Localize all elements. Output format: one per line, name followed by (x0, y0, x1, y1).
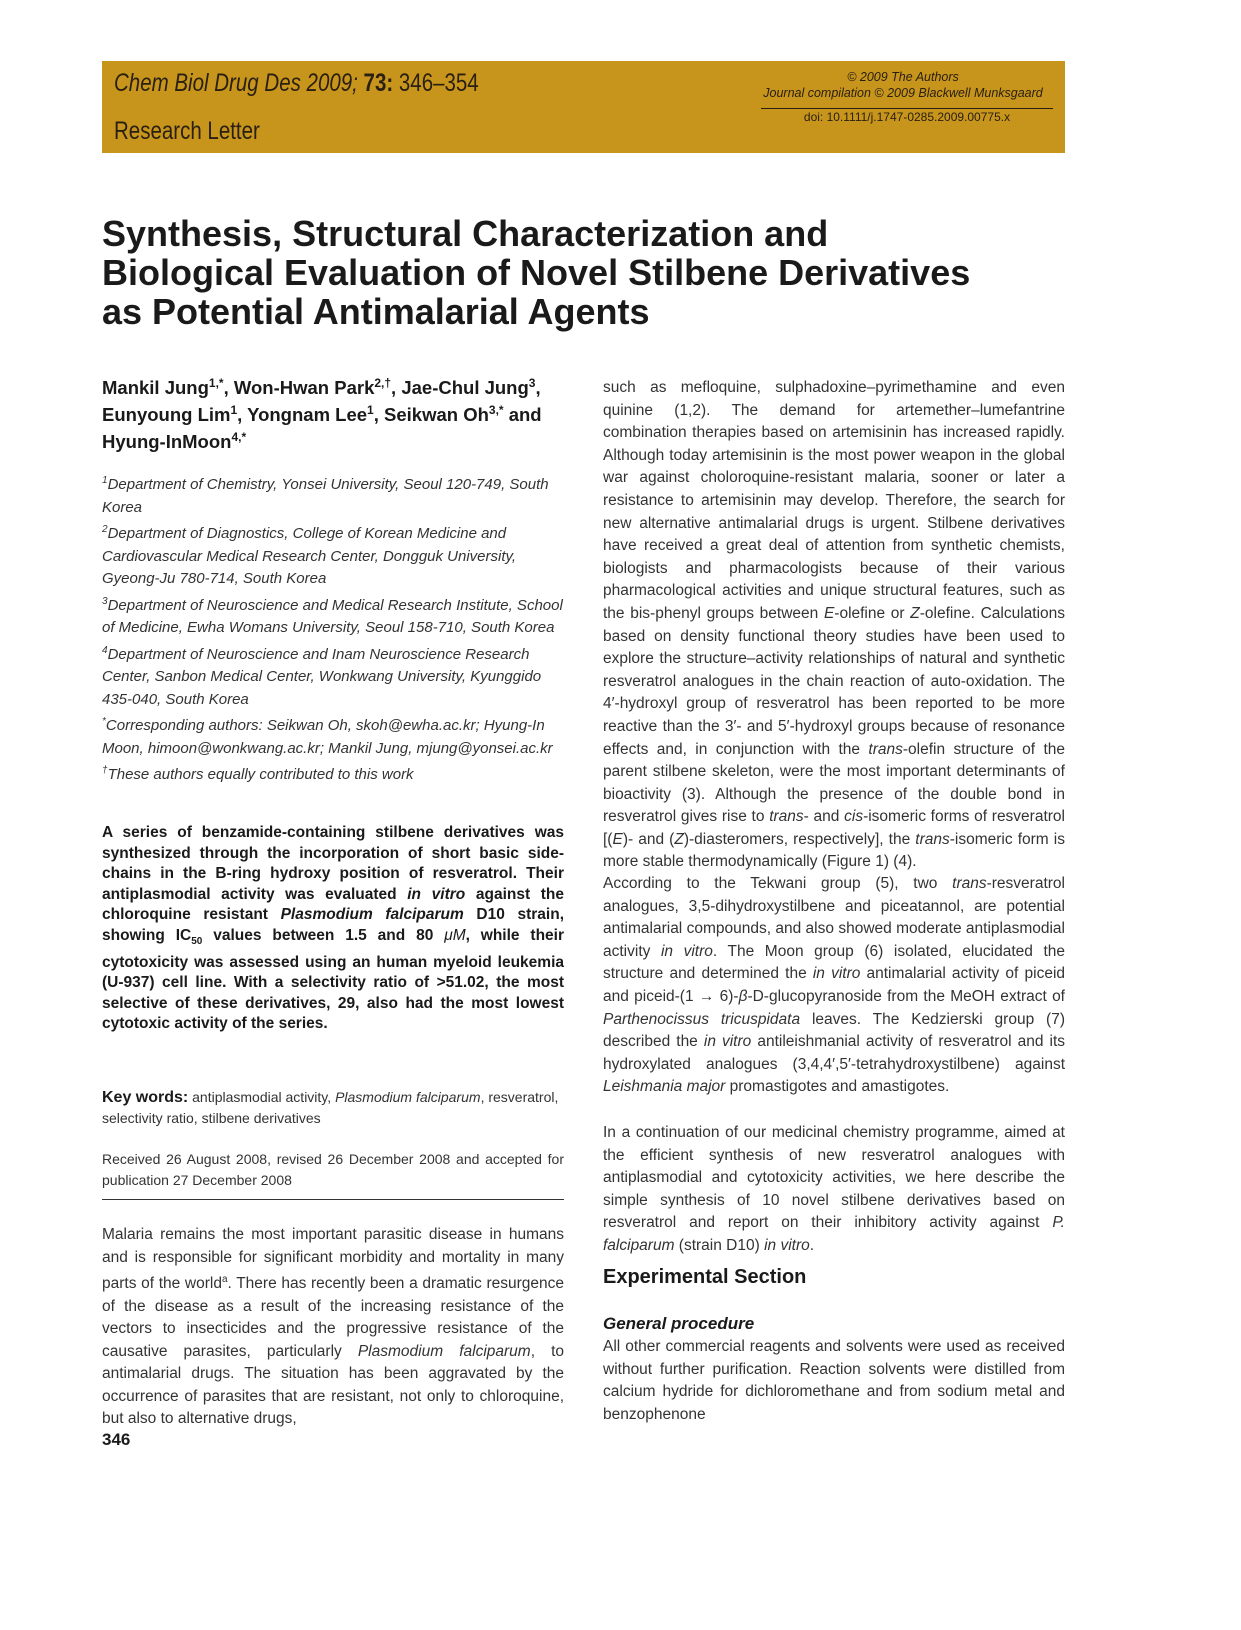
section-heading: Experimental Section (603, 1266, 807, 1288)
author-affiliation-marker: 4,* (231, 430, 247, 445)
author-affiliation-marker: 1,* (208, 376, 224, 390)
keywords: Key words: antiplasmodial activity, Plasmodium falciparum, resveratrol, selectivity ratio, stilbene derivatives (102, 1089, 559, 1126)
article-title: Synthesis, Structural Characterization and Biological Evaluation of Novel Stilbene Derivatives as Potential Antimalarial Agents (102, 213, 971, 332)
author-affiliation-marker: 3 (528, 376, 536, 390)
author-name: Eunyoung Lim (102, 404, 231, 426)
abstract: A series of benzamide-containing stilbene derivatives was synthesized through the incorporation of short basic side-chains in the B-ring hydroxy position of resveratrol. Their antiplasmodial activity was evaluated in vitro against the chloroquine resistant Plasmodium falciparum D10 strain, showing $IC_{50}$ values between 1.5 and 80 μM, while their cytotoxicity was assessed using an human myeloid leukemia (U-937) cell line. With a selectivity ratio of >51.02, the most selective of these derivatives, 29, also had the most lowest cytotoxic activity of the series. (102, 824, 565, 1033)
author-affiliation-marker: 1 (367, 403, 374, 418)
author-name: Hyung-InMoon (102, 431, 232, 453)
article-type: Research Letter (114, 117, 260, 145)
page-number: 346 (102, 1430, 131, 1449)
author-name: Won-Hwan Park (233, 377, 375, 399)
copyright-notice: © 2009 The Authors Journal compilation © 2009 Blackwell Munksgaard (763, 70, 1043, 100)
author-name: Seikwan Oh (384, 404, 489, 426)
body-paragraph-1: such as mefloquine, sulphadoxine–pyrimethamine and even quinine (1,2). The demand for artemether–lumefantrine combination therapies based on artemisinin has increased rapidly. Although today artemisinin is the most power weapon in the global war against choloroquine-resistant malaria, sooner or later a resistance to artemisinin may develop. Therefore, the search for new alternative antimalarial drugs is urgent. Stilbene derivatives have received a great deal of attention from synthetic chemists, biologists and pharmacologists because of their various pharmacological activities and unique structural features, such as the bis-phenyl groups between E-olefine or Z-olefine. Calculations based on density functional theory studies have been used to explore the structure–activity relationships of natural and synthetic resveratrol analogues in the chain reaction of auto-oxidation. The 4′-hydroxyl group of resveratrol has been reported to be more reactive than the 3′- and 5′-hydroxyl groups because of resonance effects and, in conjunction with the trans-olefin structure of the parent stilbene skeleton, were the most important determinants of bioactivity (3). Although the presence of the double bond in resveratrol gives rise to trans- and cis-isomeric forms of resveratrol [(E)- and (Z)-diasteromers, respectively], the trans-isomeric form is more stable thermodynamically (Figure 1) (4). (603, 379, 1066, 871)
author-list: Mankil Jung$^{1,*}$, Won-Hwan Park$^{2,\dagger}$, Jae-Chul Jung$^3$, Eunyoung Lim$^1$, Yongnam Lee$^1$, Seikwan $Oh^{3,*}$ and Hyung-InMoon$^{4,*}$ (102, 376, 542, 453)
journal-citation: Chem Biol Drug Des 2009; 73: 346–354 (114, 69, 479, 97)
divider (102, 1199, 564, 1200)
author-affiliation-marker: 3,* (488, 403, 504, 418)
body-paragraph-3: In a continuation of our medicinal chemistry programme, aimed at the efficient synthesis of new resveratrol analogues with antiplasmodial and cytotoxicity activities, we here describe the simple synthesis of 10 novel stilbene derivatives based on resveratrol and report on their inhibitory activity against P. falciparum (strain D10) in vitro. (603, 1124, 1065, 1254)
affiliation-item: *Corresponding authors: Seikwan Oh, skoh@ewha.ac.kr; Hyung-In Moon, himoon@wonkwang.ac.kr; Mankil Jung, mjung@yonsei.ac.kr (102, 716, 553, 757)
doi[interactable]: doi: 10.1111/j.1747-0285.2009.00775.x (803, 110, 1011, 124)
received-dates: Received 26 August 2008, revised 26 December 2008 and accepted for publication 27 December 2008 (102, 1151, 564, 1188)
affiliations (102, 470, 564, 787)
affiliation-item: $^4$Department of Neuroscience and Inam Neuroscience Research Center, Sanbon Medical Center, Wonkwang University, Kyunggido 435-040, South Korea (102, 644, 542, 708)
journal-header-banner (102, 61, 1065, 153)
affiliation-item: $^1$Department of Chemistry, Yonsei University, Seoul 120-749, South Korea (102, 475, 549, 516)
body-paragraph-2: According to the Tekwani group (5), two trans-resveratrol analogues, 3,5-dihydroxystilbene and piceatannol, are potential antimalarial compounds, and also showed moderate antiplasmodial activity in vitro. The Moon group (6) isolated, elucidated the structure and determined the in vitro antimalarial activity of piceid and piceid-(1 → 6)-β-D-glucopyranoside from the MeOH extract of Parthenocissus tricuspidata leaves. The Kedzierski group (7) described the in vitro antileishmanial activity of resveratrol and its hydroxylated analogues (3,4,4′,5′-tetrahydroxystilbene) against Leishmania major promastigotes and amastigotes. (603, 875, 1066, 1096)
body-paragraph-4: All other commercial reagents and solvents were used as received without further purification. Reaction solvents were distilled from calcium hydride for dichloromethane and from sodium metal and benzophenone (603, 1338, 1065, 1423)
author-name: Jae-Chul Jung (401, 377, 529, 399)
author-name: Mankil Jung (102, 377, 209, 399)
subsection-heading: General procedure (603, 1314, 755, 1333)
author-affiliation-marker: 1 (230, 403, 238, 418)
affiliation-item: †These authors equally contributed to this work (102, 765, 414, 783)
author-name: Yongnam Lee (247, 404, 368, 426)
introduction-paragraph: Malaria remains the most important parasitic disease in humans and is responsible for significant morbidity and mortality in many parts of the world$^a$. There has recently been a dramatic resurgence of the disease as a result of the increasing resistance of the vectors to insecticides and the progressive resistance of the causative parasites, particularly Plasmodium falciparum, to antimalarial drugs. The situation has been aggravated by the occurrence of parasites that are resistant, not only to chloroquine, but also to alternative drugs, (102, 1226, 565, 1428)
header-divider (761, 108, 1053, 109)
affiliation-item: $^2$Department of Diagnostics, College of Korean Medicine and Cardiovascular Medical Research Center, Dongguk University, Gyeong-Ju 780-714, South Korea (102, 524, 517, 587)
affiliation-item: $^3$Department of Neuroscience and Medical Research Institute, School of Medicine, Ewha Womans University, Seoul 158-710, South Korea (102, 595, 563, 636)
author-affiliation-marker: 2,† (374, 376, 392, 390)
